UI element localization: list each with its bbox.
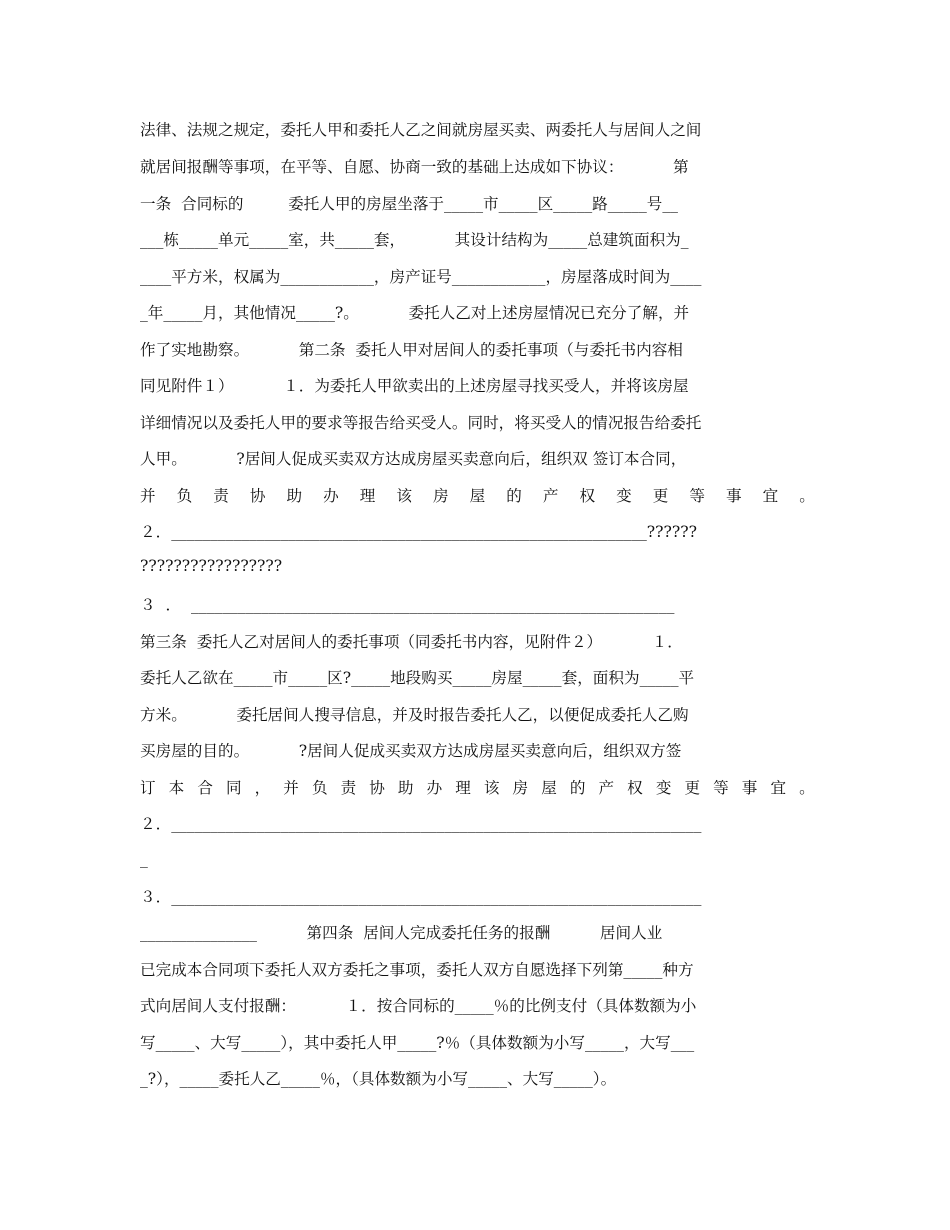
glyph: 变: [616, 487, 632, 505]
text-line: ３ ． ______________________________________________________________: [140, 596, 675, 614]
glyph: 合: [197, 779, 213, 797]
text-line: 已完成本合同项下委托人双方委托之事项，委托人双方自愿选择下列第_____种方: [140, 961, 694, 979]
glyph: 房: [433, 487, 449, 505]
glyph: 助: [397, 779, 414, 797]
glyph: 并: [140, 487, 156, 505]
text-line: 方米。 委托居间人搜寻信息，并及时报告委托人乙，以便促成委托人乙购: [140, 706, 689, 724]
glyph: 宜: [770, 779, 787, 797]
glyph: 宜: [762, 487, 779, 505]
glyph: 更: [684, 779, 701, 797]
glyph: 办: [426, 779, 443, 797]
glyph: 负: [311, 779, 328, 797]
text-line: 同见附件１） １．为委托人甲欲卖出的上述房屋寻找买受人，并将该房屋: [140, 377, 689, 395]
glyph: 责: [340, 779, 357, 797]
text-line: 式向居间人支付报酬： １．按合同标的_____％的比例支付（具体数额为小: [140, 997, 697, 1015]
glyph: 房: [512, 779, 529, 797]
text-line: 就居间报酬等事项，在平等、自愿、协商一致的基础上达成如下协议： 第: [140, 158, 689, 176]
text-line: _年_____月，其他情况_____?。 委托人乙对上述房屋情况已充分了解，并: [140, 304, 690, 322]
glyph: 的: [506, 487, 522, 505]
text-line: _______________ 第四条 居间人完成委托任务的报酬 居间人业: [140, 924, 663, 942]
text-line-justified: [140, 485, 815, 507]
glyph: 负: [176, 487, 193, 505]
text-line: ２．_____________________________________________________________??????: [140, 523, 697, 541]
text-line-justified: [140, 777, 815, 799]
glyph: 产: [542, 487, 559, 505]
text-line: 委托人乙欲在_____市_____区?_____地段购买_____房屋_____套，面积为_____平: [140, 669, 695, 687]
glyph: 办: [323, 487, 339, 505]
glyph: 权: [579, 487, 596, 505]
glyph: 该: [483, 779, 500, 797]
text-line: 写_____、大写_____），其中委托人甲_____?％（具体数额为小写_____，大写___: [140, 1034, 695, 1052]
text-line: ___栋_____单元_____室，共_____套， 其设计结构为_____总建筑面积为_: [140, 231, 689, 249]
glyph: 助: [286, 487, 303, 505]
glyph: 理: [359, 487, 376, 505]
text-line: ____平方米，权属为____________，房产证号____________，房屋落成时间为____: [140, 268, 702, 286]
text-line: 人甲。 ?居间人促成买卖双方达成房屋买卖意向后，组织双 签订本合同，: [140, 450, 687, 468]
glyph: 事: [741, 779, 758, 797]
glyph: 等: [689, 487, 705, 505]
glyph: ，: [254, 779, 271, 797]
text-line: ?????????????????: [140, 557, 283, 575]
text-line: 作了实地勘察。 第二条 委托人甲对居间人的委托事项（与委托书内容相: [140, 341, 683, 359]
glyph: 变: [655, 779, 672, 797]
glyph: 本: [168, 779, 185, 797]
text-line: 法律、法规之规定，委托人甲和委托人乙之间就房屋买卖、两委托人与居间人之间: [140, 121, 702, 139]
glyph: 屋: [541, 779, 557, 797]
glyph: 同: [225, 779, 242, 797]
glyph: 协: [369, 779, 385, 797]
glyph: 屋: [469, 487, 486, 505]
glyph: 权: [627, 779, 643, 797]
glyph: 理: [455, 779, 471, 797]
glyph: 等: [713, 779, 729, 797]
text-line: ２．____________________________________________________________________: [140, 815, 702, 833]
glyph: 责: [213, 487, 229, 505]
text-line: 第三条 委托人乙对居间人的委托事项（同委托书内容，见附件２） １．: [140, 633, 683, 651]
glyph: 。: [799, 779, 815, 797]
text-line: 一条 合同标的 委托人甲的房屋坐落于_____市_____区_____路_____号__: [140, 195, 678, 213]
text-line: ３．____________________________________________________________________: [140, 888, 702, 906]
glyph: 。: [799, 487, 815, 505]
text-line: _: [140, 850, 148, 868]
glyph: 产: [598, 779, 615, 797]
glyph: 的: [569, 779, 586, 797]
text-line: 详细情况以及委托人甲的要求等报告给买受人。同时，将买受人的情况报告给委托: [140, 414, 702, 432]
glyph: 该: [396, 487, 412, 505]
glyph: 更: [652, 487, 669, 505]
glyph: 事: [726, 487, 742, 505]
text-line: _?），_____委托人乙_____％，（具体数额为小写_____、大写_____）。: [140, 1070, 617, 1088]
text-line: 买房屋的目的。 ?居间人促成买卖双方达成房屋买卖意向后，组织双方签: [140, 742, 682, 760]
glyph: 并: [283, 779, 299, 797]
glyph: 订: [140, 779, 156, 797]
glyph: 协: [249, 487, 266, 505]
